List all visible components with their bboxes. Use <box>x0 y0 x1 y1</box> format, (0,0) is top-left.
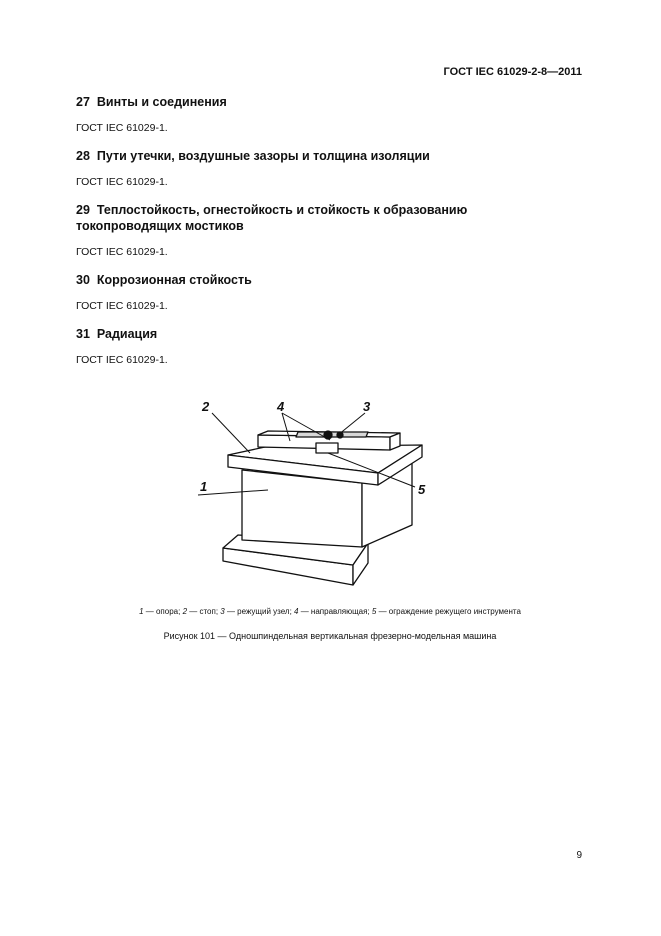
figure-legend <box>60 607 600 616</box>
callout-2: 2 <box>202 399 210 414</box>
section-number: 29 <box>76 203 90 217</box>
section-30-title <box>76 272 546 288</box>
section-title-text: Винты и соединения <box>96 95 227 109</box>
section-27-body: ГОСТ IEC 61029-1. <box>76 122 168 134</box>
callout-1: 1 <box>200 479 208 494</box>
section-title-text: Пути утечки, воздушные зазоры и толщина изоляции <box>96 149 430 163</box>
section-title-text-line2: токопроводящих мостиков <box>76 219 244 233</box>
section-31-title <box>76 326 546 342</box>
section-29-body: ГОСТ IEC 61029-1. <box>76 246 168 258</box>
router-machine-drawing <box>190 395 440 595</box>
legend-item-4: 4 — направляющая; <box>294 607 372 616</box>
legend-item-1: 1 — опора; <box>139 607 183 616</box>
leader-line-2 <box>212 413 250 453</box>
machine-figure <box>190 395 440 595</box>
section-number: 28 <box>76 149 90 163</box>
callout-3: 3 <box>363 399 371 414</box>
cutter-guard <box>316 443 338 453</box>
page-number: 9 <box>576 850 582 861</box>
section-28-title <box>76 148 546 164</box>
section-title-text: Радиация <box>96 327 158 341</box>
section-27-title <box>76 94 546 110</box>
legend-item-5: 5 — ограждение режущего инструмента <box>371 607 521 616</box>
section-number: 31 <box>76 327 90 341</box>
section-number: 27 <box>76 95 90 109</box>
figure-caption: Рисунок 101 — Одношпиндельная вертикальная фрезерно-модельная машина <box>163 631 497 641</box>
callout-4: 4 <box>277 399 285 414</box>
callout-5: 5 <box>418 482 426 497</box>
section-title-text: Коррозионная стойкость <box>96 273 252 287</box>
section-28-body: ГОСТ IEC 61029-1. <box>76 176 168 188</box>
legend-item-2: 2 — стоп; <box>182 607 221 616</box>
section-30-body: ГОСТ IEC 61029-1. <box>76 300 168 312</box>
standard-code-header: ГОСТ IEC 61029-2-8—2011 <box>443 66 582 78</box>
section-29-title <box>76 202 546 234</box>
section-number: 30 <box>76 273 90 287</box>
section-31-body: ГОСТ IEC 61029-1. <box>76 354 168 366</box>
section-title-text: Теплостойкость, огнестойкость и стойкость к образованию <box>96 203 468 217</box>
legend-item-3: 3 — режущий узел; <box>220 607 295 616</box>
